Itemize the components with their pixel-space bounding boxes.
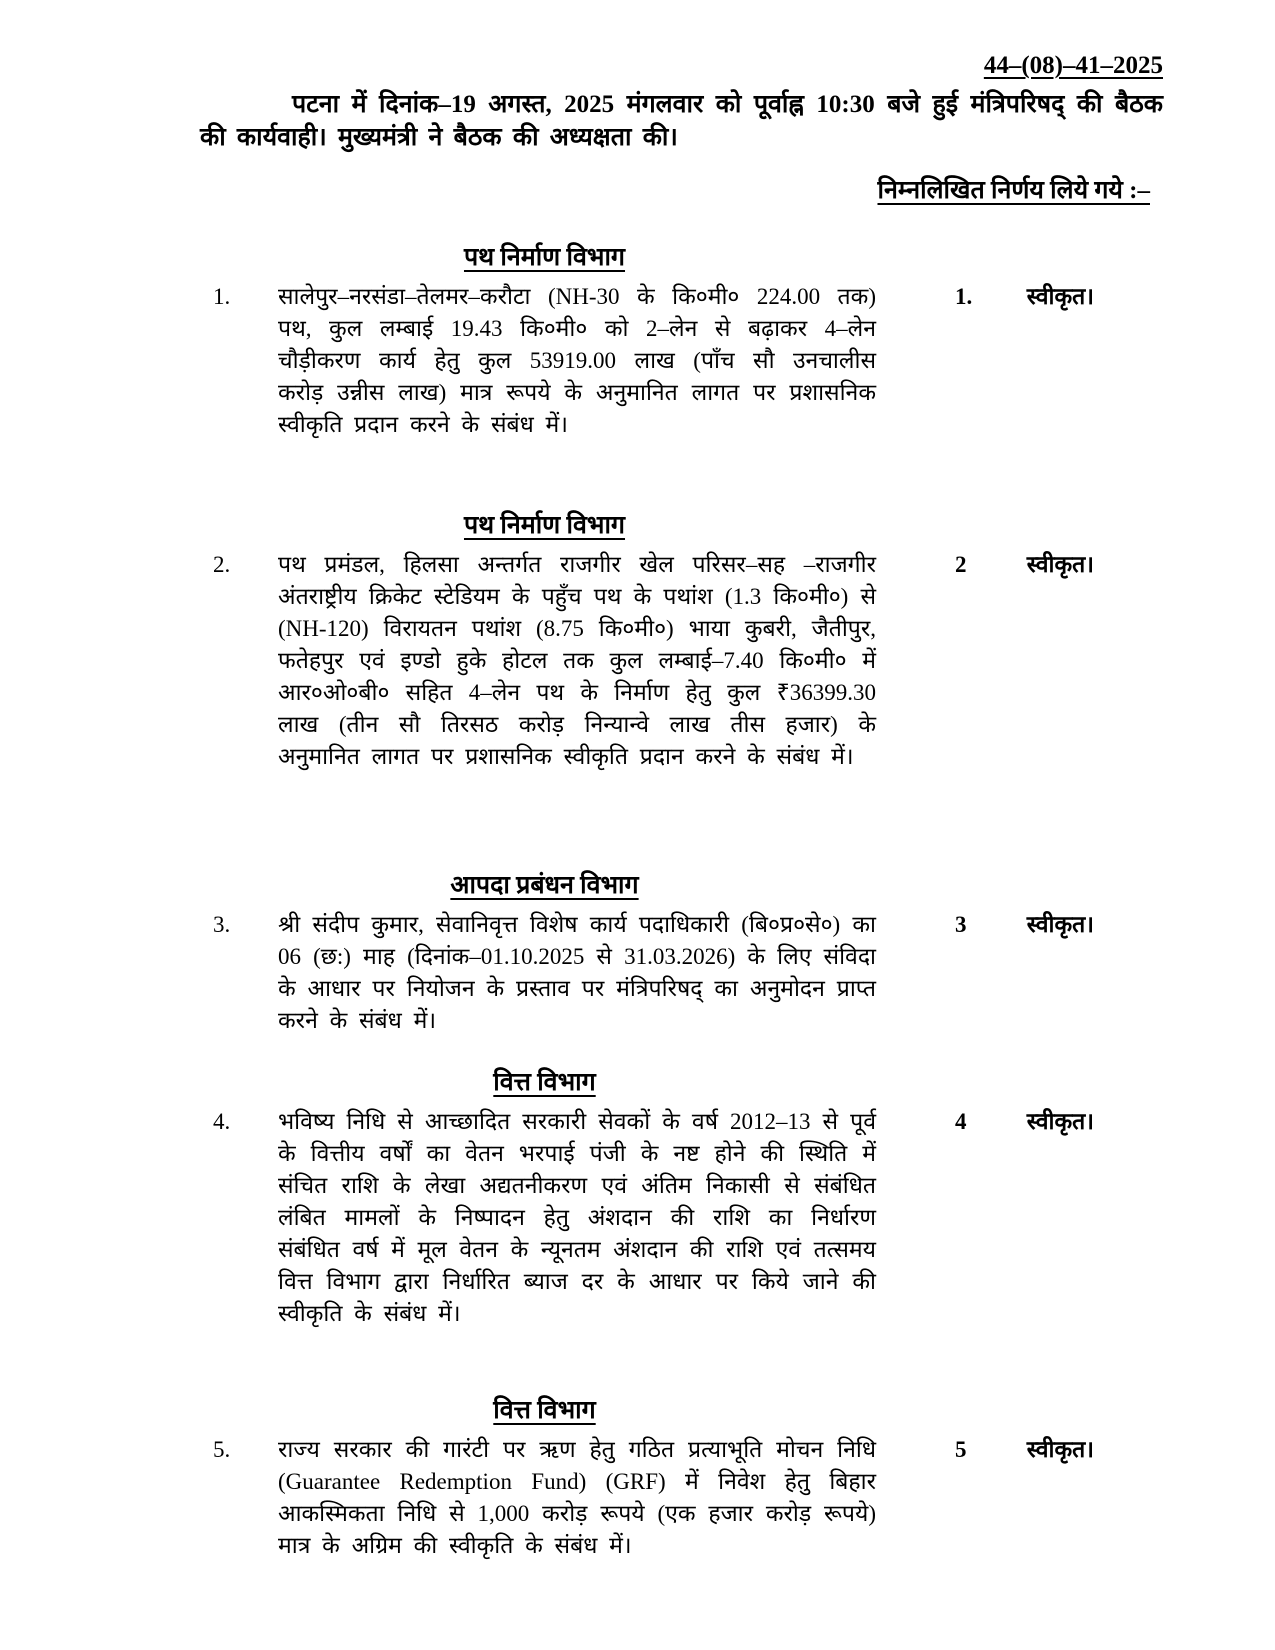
item-serial: 2.	[213, 552, 231, 577]
decisions-title-text: निम्नलिखित निर्णय लिये गये :–	[877, 177, 1150, 204]
status-serial: 5	[955, 1437, 967, 1462]
decision-status	[955, 1106, 1275, 1138]
status-text: स्वीकृत।	[1026, 1437, 1094, 1462]
item-text: सालेपुर–नरसंडा–तेलमर–करौटा (NH-30 के कि०मी० 224.00 तक) पथ, कुल लम्बाई 19.43 कि०मी० को 2–लेन से बढ़ाकर 4–लेन चौड़ीकरण कार्य हेतु कुल 53919.00 लाख (पाँच सौ उनचालीस करोड़ उन्नीस लाख) मात्र रूपये के अनुमानित लागत पर प्रशासनिक स्वीकृति प्रदान करने के संबंध में।	[278, 284, 876, 437]
status-serial: 1.	[955, 284, 973, 309]
status-text: स्वीकृत।	[1026, 284, 1094, 309]
decision-item	[213, 549, 1094, 773]
decision-item	[213, 1434, 1094, 1562]
decision-section-3	[213, 871, 1094, 1037]
decision-item	[213, 909, 1094, 1037]
decision-status	[955, 281, 1275, 313]
status-serial: 2	[955, 552, 967, 577]
decision-section-2	[213, 511, 1094, 773]
decision-status	[955, 1434, 1275, 1466]
item-serial: 4.	[213, 1109, 231, 1134]
item-text: राज्य सरकार की गारंटी पर ऋण हेतु गठित प्रत्याभूति मोचन निधि (Guarantee Redemption Fund) (GRF) में निवेश हेतु बिहार आकस्मिकता निधि से 1,000 करोड़ रूपये (एक हजार करोड़ रूपये) मात्र के अग्रिम की स्वीकृति के संबंध में।	[278, 1437, 876, 1558]
department-heading: पथ निर्माण विभाग	[463, 512, 626, 539]
decision-section-1	[213, 243, 1094, 441]
department-heading: वित्त विभाग	[493, 1397, 596, 1424]
item-text: पथ प्रमंडल, हिलसा अन्तर्गत राजगीर खेल परिसर–सह –राजगीर अंतराष्ट्रीय क्रिकेट स्टेडियम के पहुँच पथ के पथांश (1.3 कि०मी०) से (NH-120) विरायतन पथांश (8.75 कि०मी०) भाया कुबरी, जैतीपुर, फतेहपुर एवं इण्डो हुके होटल तक कुल लम्बाई–7.40 कि०मी० में आर०ओ०बी० सहित 4–लेन पथ के निर्माण हेतु कुल ₹36399.30 लाख (तीन सौ तिरसठ करोड़ निन्यान्वे लाख तीस हजार) के अनुमानित लागत पर प्रशासनिक स्वीकृति प्रदान करने के संबंध में।	[278, 552, 876, 769]
reference-number-text: 44–(08)–41–2025	[983, 52, 1163, 79]
item-serial: 3.	[213, 912, 231, 937]
department-heading: आपदा प्रबंधन विभाग	[450, 872, 639, 899]
item-serial: 5.	[213, 1437, 231, 1462]
intro-paragraph: पटना में दिनांक–19 अगस्त, 2025 मंगलवार को पूर्वाह्न 10:30 बजे हुई मंत्रिपरिषद् की बैठक की कार्यवाही। मुख्यमंत्री ने बैठक की अध्यक्षता की।	[200, 91, 1163, 151]
decisions-title	[200, 172, 1150, 206]
department-heading: पथ निर्माण विभाग	[463, 244, 626, 271]
decision-section-5	[213, 1396, 1094, 1562]
status-serial: 3	[955, 912, 967, 937]
decision-status	[955, 909, 1275, 941]
item-serial: 1.	[213, 284, 231, 309]
reference-number	[200, 52, 1163, 80]
decision-item	[213, 1106, 1094, 1330]
status-text: स्वीकृत।	[1026, 552, 1094, 577]
item-text: श्री संदीप कुमार, सेवानिवृत्त विशेष कार्य पदाधिकारी (बि०प्र०से०) का 06 (छ:) माह (दिनांक–01.10.2025 से 31.03.2026) के लिए संविदा के आधार पर नियोजन के प्रस्ताव पर मंत्रिपरिषद् का अनुमोदन प्राप्त करने के संबंध में।	[278, 912, 876, 1033]
decision-status	[955, 549, 1275, 581]
department-heading: वित्त विभाग	[493, 1069, 596, 1096]
decision-item	[213, 281, 1094, 441]
status-serial: 4	[955, 1109, 967, 1134]
item-text: भविष्य निधि से आच्छादित सरकारी सेवकों के वर्ष 2012–13 से पूर्व के वित्तीय वर्षों का वेतन भरपाई पंजी के नष्ट होने की स्थिति में संचित राशि के लेखा अद्यतनीकरण एवं अंतिम निकासी से संबंधित लंबित मामलों के निष्पादन हेतु अंशदान की राशि का निर्धारण संबंधित वर्ष में मूल वेतन के न्यूनतम अंशदान की राशि एवं तत्समय वित्त विभाग द्वारा निर्धारित ब्याज दर के आधार पर किये जाने की स्वीकृति के संबंध में।	[278, 1109, 876, 1326]
status-text: स्वीकृत।	[1026, 912, 1094, 937]
decision-section-4	[213, 1068, 1094, 1330]
status-text: स्वीकृत।	[1026, 1109, 1094, 1134]
